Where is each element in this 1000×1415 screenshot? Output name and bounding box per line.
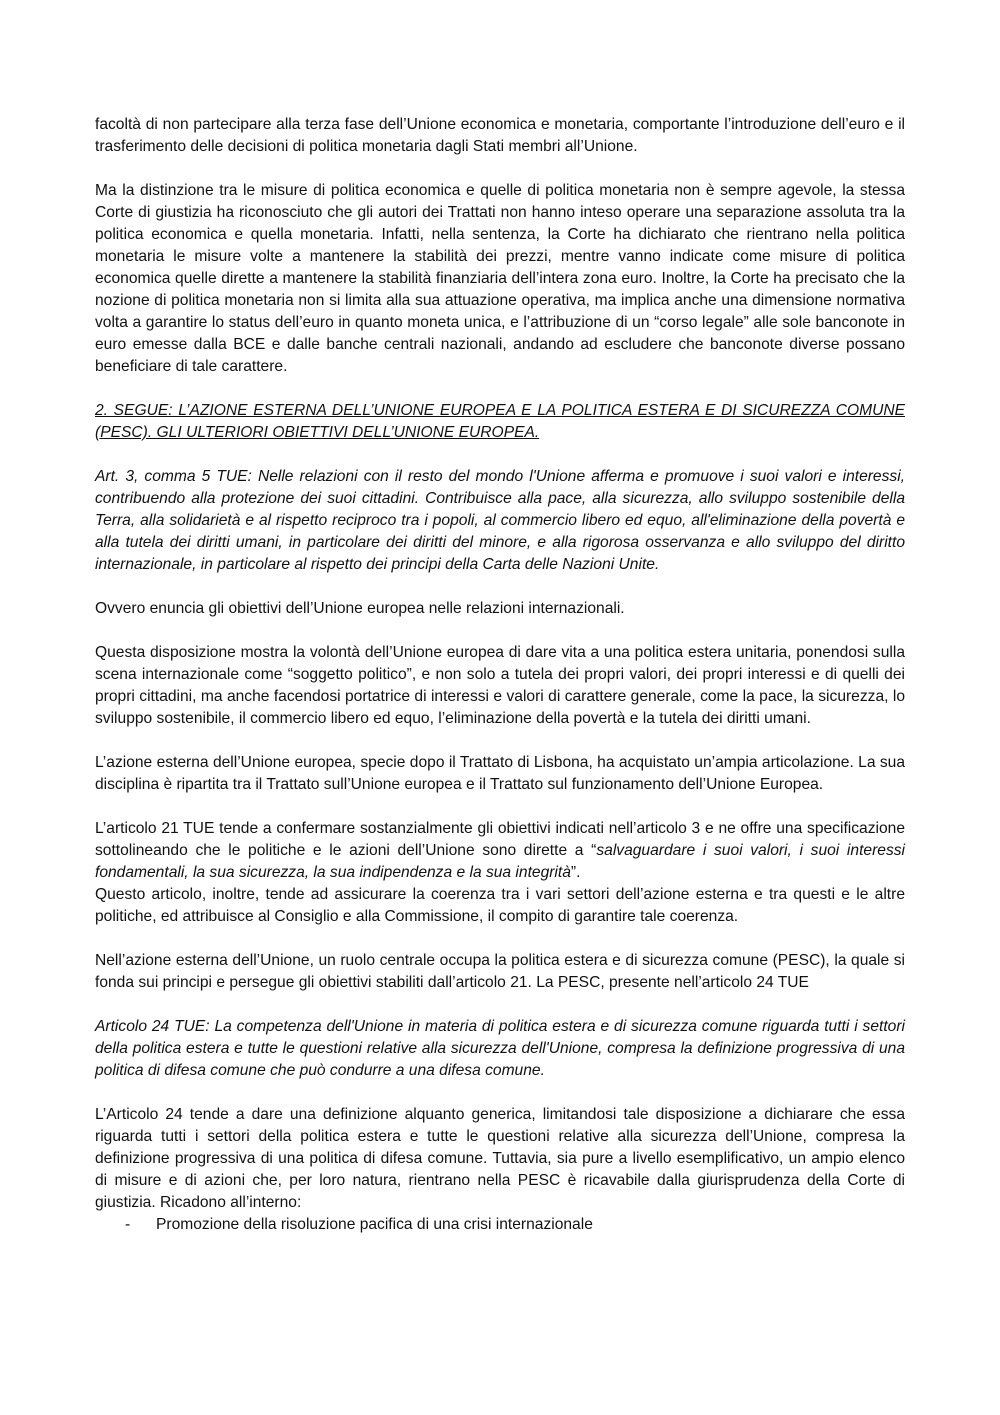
document-page bbox=[95, 114, 905, 1236]
paragraph-euro-opt-out: facoltà di non partecipare alla terza fase dell’Unione economica e monetaria, comportante l’introduzione dell’euro e il trasferimento delle decisioni di politica monetaria dagli Stati membri all’Unione. bbox=[95, 116, 905, 155]
art-21-text-start: L’articolo 21 TUE tende a confermare sostanzialmente gli obiettivi indicati nell’articolo 3 e ne offre una specificazione sottolineando che le politiche e le azioni dell’Unione sono dirette a “ bbox=[95, 820, 905, 859]
quote-art-24: Articolo 24 TUE: La competenza dell'Unione in materia di politica estera e di sicurezza comune riguarda tutti i settori della politica estera e tutte le questioni relative alla sicurezza dell'Unione, compresa la definizione progressiva di una politica di difesa comune che può condurre a una difesa comune. bbox=[95, 1018, 905, 1079]
list-item-text: Promozione della risoluzione pacifica di una crisi internazionale bbox=[156, 1216, 593, 1233]
list-dash: - bbox=[125, 1216, 131, 1233]
paragraph-pesc: Nell’azione esterna dell’Unione, un ruolo centrale occupa la politica estera e di sicurezza comune (PESC), la quale si fonda sui principi e persegue gli obiettivi stabiliti dall’articolo 21. La PESC, presente nell’articolo 24 TUE bbox=[95, 952, 905, 991]
measures-list bbox=[95, 1214, 905, 1236]
list-item bbox=[95, 1214, 905, 1236]
quote-art-3: Art. 3, comma 5 TUE: Nelle relazioni con il resto del mondo l'Unione afferma e promuove i suoi valori e interessi, contribuendo alla protezione dei suoi cittadini. Contribuisce alla pace, alla sicurezza, allo sviluppo sostenibile della Terra, alla solidarietà e al rispetto reciproco tra i popoli, al commercio libero ed equo, all'eliminazione della povertà e alla tutela dei diritti umani, in particolare dei diritti del minore, e alla rigorosa osservanza e allo sviluppo del diritto internazionale, in particolare al rispetto dei principi della Carta delle Nazioni Unite. bbox=[95, 468, 905, 573]
paragraph-art-21 bbox=[95, 818, 905, 884]
paragraph-objectives: Ovvero enuncia gli obiettivi dell’Unione europea nelle relazioni internazionali. bbox=[95, 600, 625, 617]
art-21-text-end: ”. bbox=[570, 864, 581, 881]
art-21-quoted-text: salvaguardare i suoi valori, i suoi interessi fondamentali, la sua sicurezza, la sua indipendenza e la sua integrità bbox=[95, 842, 905, 881]
paragraph-monetary-policy: Ma la distinzione tra le misure di politica economica e quelle di politica monetaria non è sempre agevole, la stessa Corte di giustizia ha riconosciuto che gli autori dei Trattati non hanno inteso operare una separazione assoluta tra la politica economica e quella monetaria. Infatti, nella sentenza, la Corte ha dichiarato che rientrano nella politica monetaria le misure volte a mantenere la stabilità dei prezzi, mentre vanno indicate come misure di politica economica quelle dirette a mantenere la stabilità finanziaria dell’intera zona euro. Inoltre, la Corte ha precisato che la nozione di politica monetaria non si limita alla sua attuazione operativa, ma implica anche una dimensione normativa volta a garantire lo status dell’euro in quanto moneta unica, e l’attribuzione di un “corso legale” alle sole banconote in euro emesse dalla BCE e dalle banche centrali nazionali, andando ad escludere che banconote diverse possano beneficiare di tale carattere. bbox=[95, 182, 905, 375]
paragraph-coherence: Questo articolo, inoltre, tende ad assicurare la coerenza tra i vari settori dell’azione esterna e tra questi e le altre politiche, ed attribuisce al Consiglio e alla Commissione, il compito di garantire tale coerenza. bbox=[95, 886, 905, 925]
paragraph-external-action: L’azione esterna dell’Unione europea, specie dopo il Trattato di Lisbona, ha acquistato un’ampia articolazione. La sua disciplina è ripartita tra il Trattato sull’Unione europea e il Trattato sul funzionamento dell’Unione Europea. bbox=[95, 754, 905, 793]
paragraph-foreign-policy-will: Questa disposizione mostra la volontà dell’Unione europea di dare vita a una politica estera unitaria, ponendosi sulla scena internazionale come “soggetto politico”, e non solo a tutela dei propri valori, dei propri interessi e di quelli dei propri cittadini, ma anche facendosi portatrice di interessi e valori di carattere generale, come la pace, la sicurezza, lo sviluppo sostenibile, il commercio libero ed equo, l’eliminazione della povertà e la tutela dei diritti umani. bbox=[95, 644, 905, 727]
section-heading: 2. SEGUE: L’AZIONE ESTERNA DELL’UNIONE EUROPEA E LA POLITICA ESTERA E DI SICUREZZA COMUNE (PESC). GLI ULTERIORI OBIETTIVI DELL’UNIONE EUROPEA. bbox=[95, 402, 905, 441]
paragraph-art-24: L’Articolo 24 tende a dare una definizione alquanto generica, limitandosi tale disposizione a dichiarare che essa riguarda tutti i settori della politica estera e tutte le questioni relative alla sicurezza dell’Unione, compresa la definizione progressiva di una politica di difesa comune. Tuttavia, sia pure a livello esemplificativo, un ampio elenco di misure e di azioni che, per loro natura, rientrano nella PESC è ricavabile dalla giurisprudenza della Corte di giustizia. Ricadono all’interno: bbox=[95, 1106, 905, 1211]
